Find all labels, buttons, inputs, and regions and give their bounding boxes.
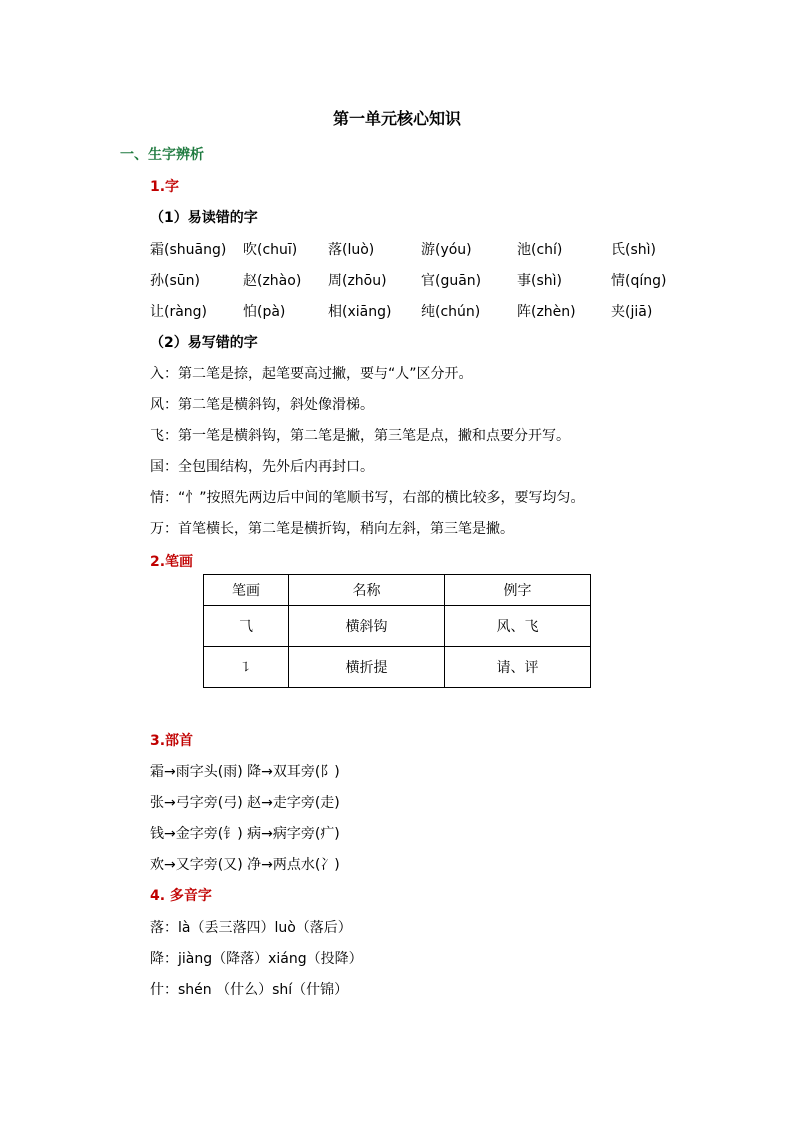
pinyin-cell: 游(yóu) [421,242,472,258]
section-heading-character-analysis: 一、生字辨析 [120,147,204,163]
stroke-glyph: ⺄ [204,606,289,647]
pinyin-cell: 夹(jiā) [611,304,653,320]
pinyin-cell: 相(xiāng) [328,304,392,320]
easy-write-line: 国：全包围结构，先外后内再封口。 [150,459,374,475]
polyphone-line: 降：jiàng（降落）xiáng（投降） [150,951,363,967]
pinyin-cell: 怕(pà) [243,304,286,320]
radical-line: 欢→又字旁(又) 净→两点水(冫) [150,857,340,873]
easy-write-line: 情：“忄”按照先两边后中间的笔顺书写，右部的横比较多，要写均匀。 [150,490,585,506]
pinyin-cell: 霜(shuāng) [150,242,227,258]
subsection-heading-polyphones: 4. 多音字 [150,888,212,904]
pinyin-cell: 吹(chuī) [243,242,298,258]
pinyin-cell: 池(chí) [517,242,563,258]
stroke-example: 请、评 [445,647,591,688]
easy-write-line: 风：第二笔是横斜钩，斜处像滑梯。 [150,397,374,413]
pinyin-cell: 阵(zhèn) [517,304,576,320]
radical-line: 霜→雨字头(雨) 降→双耳旁(阝) [150,764,340,780]
table-header-cell: 笔画 [204,575,289,606]
easy-write-heading: （2）易写错的字 [150,335,258,351]
table-header-cell: 例字 [445,575,591,606]
easy-read-heading: （1）易读错的字 [150,210,258,226]
stroke-example: 风、飞 [445,606,591,647]
easy-write-line: 飞：第一笔是横斜钩，第二笔是撇，第三笔是点，撇和点要分开写。 [150,428,570,444]
pinyin-cell: 氏(shì) [611,242,656,258]
table-header-row [204,575,591,606]
subsection-heading-characters: 1.字 [150,179,180,195]
pinyin-cell: 周(zhōu) [328,273,387,289]
stroke-glyph: ㇊ [204,647,289,688]
pinyin-cell: 孙(sūn) [150,273,200,289]
pinyin-cell: 事(shì) [517,273,562,289]
easy-write-line: 入：第二笔是捺，起笔要高过撇，要与“人”区分开。 [150,366,473,382]
pinyin-cell: 纯(chún) [421,304,481,320]
polyphone-line: 落：là（丢三落四）luò（落后） [150,920,352,936]
radical-line: 钱→金字旁(钅) 病→病字旁(疒) [150,826,340,842]
polyphone-line: 什：shén （什么）shí（什锦） [150,982,349,998]
stroke-name: 横斜钩 [289,606,445,647]
pinyin-cell: 赵(zhào) [243,273,302,289]
table-header-cell: 名称 [289,575,445,606]
pinyin-cell: 落(luò) [328,242,375,258]
pinyin-cell: 官(guān) [421,273,482,289]
strokes-table [203,574,591,688]
easy-write-line: 万：首笔横长，第二笔是横折钩，稍向左斜，第三笔是撇。 [150,521,514,537]
table-row [204,647,591,688]
table-row [204,606,591,647]
radical-line: 张→弓字旁(弓) 赵→走字旁(走) [150,795,340,811]
pinyin-cell: 让(ràng) [150,304,208,320]
stroke-name: 横折提 [289,647,445,688]
subsection-heading-strokes: 2.笔画 [150,554,194,570]
page-title: 第一单元核心知识 [332,109,461,128]
pinyin-cell: 情(qíng) [611,273,667,289]
subsection-heading-radicals: 3.部首 [150,733,194,749]
